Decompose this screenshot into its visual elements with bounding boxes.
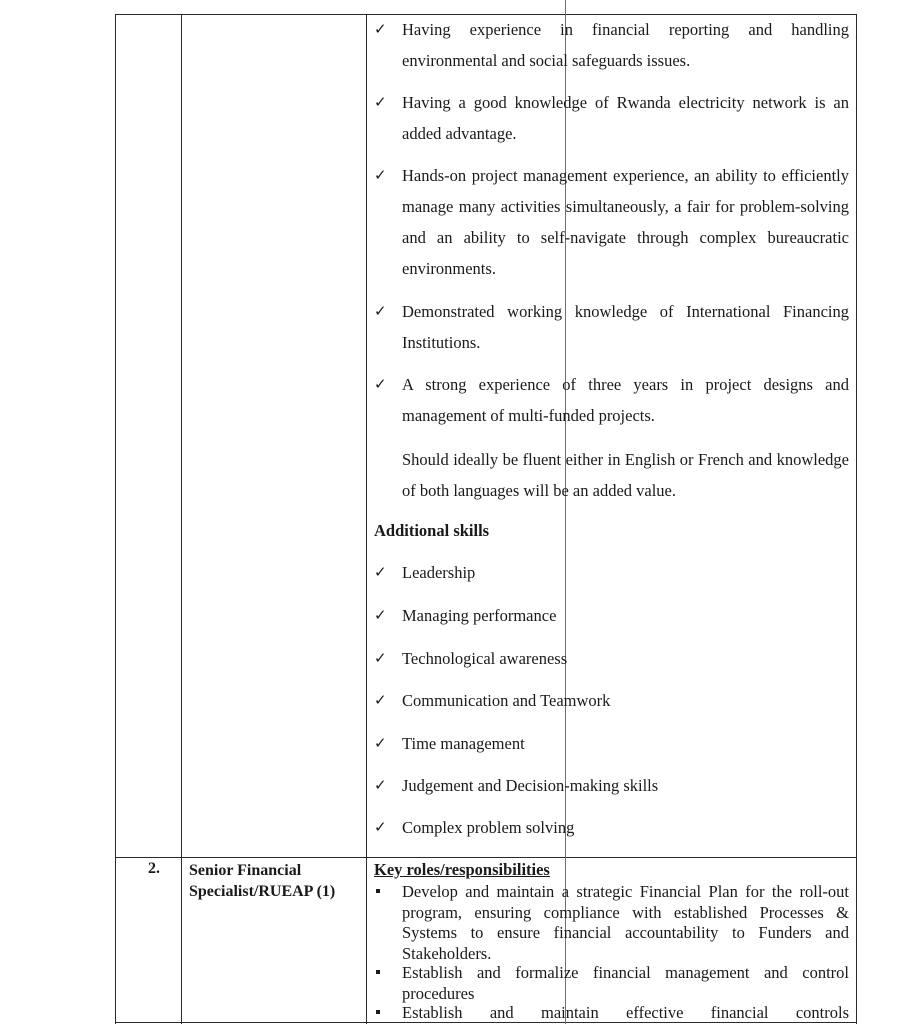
check-icon: ✓ xyxy=(374,691,387,709)
check-icon: ✓ xyxy=(374,302,387,320)
skill-item xyxy=(374,600,849,631)
skill-text: Time management xyxy=(402,734,525,753)
requirement-item xyxy=(374,160,849,284)
skill-text: Judgement and Decision-making skills xyxy=(402,776,659,795)
skill-text: Managing performance xyxy=(402,606,557,625)
requirement-text: Having experience in financial reporting and handling environmental and social safeguards issues. xyxy=(402,20,849,70)
requirement-text: Hands-on project management experience, an ability to efficiently manage many activities simultaneously, a fair for problem-solving and an ability to self-navigate through complex bureaucratic environments. xyxy=(402,166,849,278)
check-icon: ✓ xyxy=(374,20,387,38)
responsibility-item xyxy=(374,882,849,964)
skill-text: Technological awareness xyxy=(402,649,568,668)
square-bullet-icon xyxy=(376,889,380,893)
skill-item xyxy=(374,557,849,588)
table-border-col2 xyxy=(366,14,367,1024)
responsibilities-heading: Key roles/responsibilities xyxy=(374,860,550,879)
requirement-item xyxy=(374,369,849,431)
requirement-item xyxy=(374,296,849,358)
requirement-item xyxy=(374,14,849,76)
requirement-text: Demonstrated working knowledge of International Financing Institutions. xyxy=(402,302,849,352)
skill-item xyxy=(374,685,849,716)
skill-text: Communication and Teamwork xyxy=(402,691,611,710)
requirement-text: Having a good knowledge of Rwanda electricity network is an added advantage. xyxy=(402,93,849,143)
check-icon: ✓ xyxy=(374,606,387,624)
table-border-col1 xyxy=(181,14,182,1024)
check-icon: ✓ xyxy=(374,166,387,184)
requirement-text: A strong experience of three years in project designs and management of multi-funded projects. xyxy=(402,375,849,425)
check-icon: ✓ xyxy=(374,734,387,752)
check-icon: ✓ xyxy=(374,93,387,111)
square-bullet-icon xyxy=(376,1010,380,1014)
check-icon: ✓ xyxy=(374,375,387,393)
responsibility-text: Establish and maintain effective financial controls xyxy=(402,1003,849,1022)
check-icon: ✓ xyxy=(374,776,387,794)
check-icon: ✓ xyxy=(374,818,387,836)
skill-item xyxy=(374,643,849,674)
responsibility-item xyxy=(374,1003,849,1023)
responsibility-text: Establish and formalize financial management and control procedures xyxy=(402,963,849,1003)
responsibility-item xyxy=(374,963,849,1004)
language-paragraph: Should ideally be fluent either in English or French and knowledge of both languages will be an added value. xyxy=(402,450,849,500)
check-icon: ✓ xyxy=(374,649,387,667)
row-number: 2. xyxy=(148,860,160,877)
table-row-divider xyxy=(115,857,857,858)
skill-item xyxy=(374,770,849,801)
table-border-right xyxy=(856,14,857,1024)
responsibility-text: Develop and maintain a strategic Financial Plan for the roll-out program, ensuring compliance with established Processes & Systems to ensure financial accountability to Funders and Stakeholders. xyxy=(402,882,849,963)
skill-text: Complex problem solving xyxy=(402,818,575,837)
skill-item xyxy=(374,728,849,759)
table-border-left xyxy=(115,14,116,1024)
position-title: Senior Financial Specialist/RUEAP (1) xyxy=(189,862,336,900)
additional-skills-heading: Additional skills xyxy=(374,521,490,540)
skill-text: Leadership xyxy=(402,563,476,582)
square-bullet-icon xyxy=(376,970,380,974)
check-icon: ✓ xyxy=(374,563,387,581)
scan-guide-line xyxy=(565,0,566,1024)
requirement-item xyxy=(374,87,849,149)
skill-item xyxy=(374,812,849,843)
